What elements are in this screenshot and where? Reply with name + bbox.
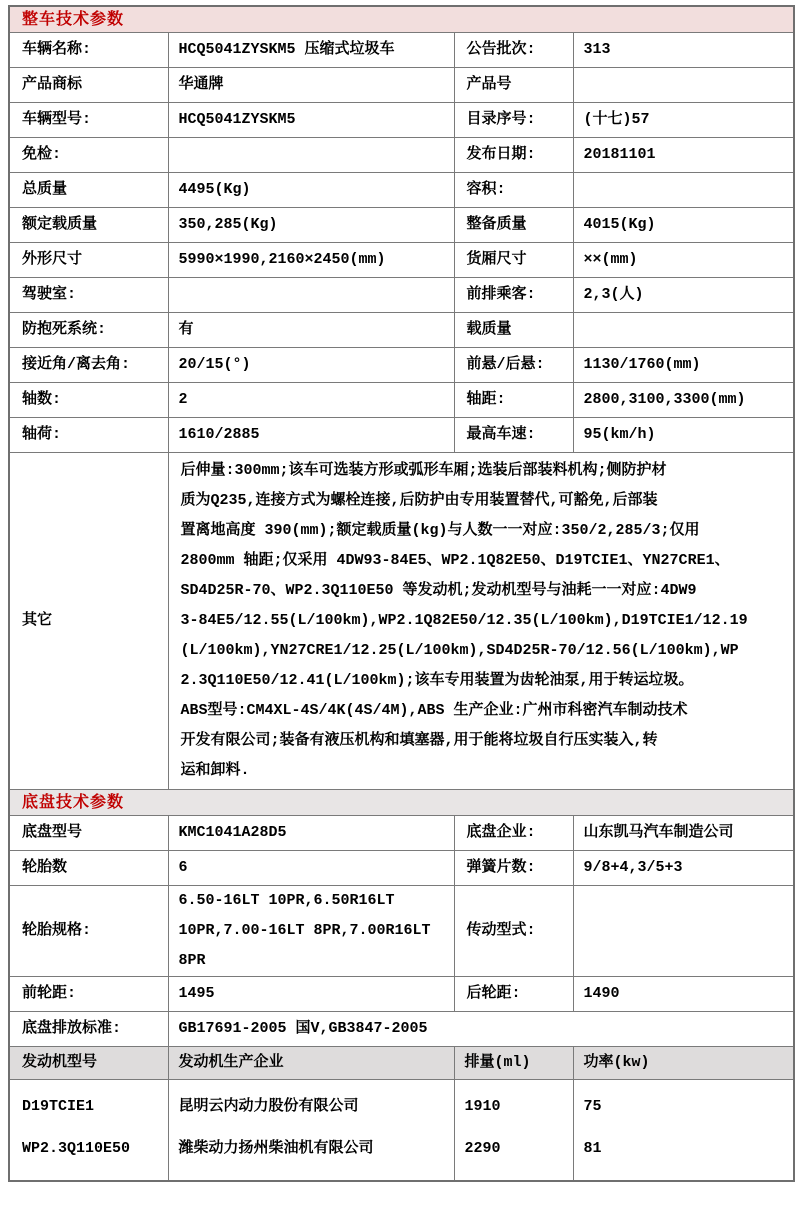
table-row xyxy=(9,103,794,138)
param-label: 产品号 xyxy=(454,68,573,103)
table-row xyxy=(9,886,794,977)
param-value xyxy=(168,278,454,313)
table-row xyxy=(9,418,794,453)
engine-manufacturer: 潍柴动力扬州柴油机有限公司 xyxy=(178,1140,374,1157)
table-row xyxy=(9,138,794,173)
section-header-vehicle: 整车技术参数 xyxy=(9,6,794,33)
param-label: 产品商标 xyxy=(9,68,168,103)
param-label: 轴数: xyxy=(9,383,168,418)
param-value: 1490 xyxy=(573,977,794,1012)
param-value: 4015(Kg) xyxy=(573,208,794,243)
other-label: 其它 xyxy=(9,453,168,790)
param-value: 2 xyxy=(168,383,454,418)
param-value: 6 xyxy=(168,851,454,886)
engine-manufacturer-cell xyxy=(168,1080,454,1182)
param-value: 2800,3100,3300(mm) xyxy=(573,383,794,418)
param-label: 载质量 xyxy=(454,313,573,348)
param-value: 山东凯马汽车制造公司 xyxy=(573,816,794,851)
table-row xyxy=(9,851,794,886)
param-label: 轮胎数 xyxy=(9,851,168,886)
param-value: 5990×1990,2160×2450(mm) xyxy=(168,243,454,278)
param-value xyxy=(573,313,794,348)
param-label: 额定载质量 xyxy=(9,208,168,243)
section-header-chassis-row xyxy=(9,790,794,816)
param-label: 整备质量 xyxy=(454,208,573,243)
param-value: 95(km/h) xyxy=(573,418,794,453)
engine-power: 75 xyxy=(583,1098,602,1115)
other-text-line: 质为Q235,连接方式为螺栓连接,后防护由专用装置替代,可豁免,后部装 xyxy=(180,492,658,509)
engine-col-header: 发动机生产企业 xyxy=(168,1047,454,1080)
param-label: 免检: xyxy=(9,138,168,173)
engine-displacement: 1910 xyxy=(464,1098,501,1115)
other-text-line: 2800mm 轴距;仅采用 4DW93-84E5、WP2.1Q82E50、D19TCIE1、YN27CRE1、 xyxy=(180,552,730,569)
param-value: 20/15(°) xyxy=(168,348,454,383)
table-row xyxy=(9,33,794,68)
param-label: 后轮距: xyxy=(454,977,573,1012)
table-row xyxy=(9,208,794,243)
other-text-line: 置离地高度 390(mm);额定载质量(kg)与人数一一对应:350/2,285/3;仅用 xyxy=(180,522,700,539)
param-label: 驾驶室: xyxy=(9,278,168,313)
param-value: ××(mm) xyxy=(573,243,794,278)
param-value: (十七)57 xyxy=(573,103,794,138)
param-label: 传动型式: xyxy=(454,886,573,977)
table-row xyxy=(9,348,794,383)
param-value: 4495(Kg) xyxy=(168,173,454,208)
other-text-line: 后伸量:300mm;该车可选装方形或弧形车厢;选装后部装料机构;侧防护材 xyxy=(180,462,667,479)
param-label: 目录序号: xyxy=(454,103,573,138)
param-label: 底盘排放标准: xyxy=(9,1012,168,1047)
section-header-chassis: 底盘技术参数 xyxy=(9,790,794,816)
param-label: 车辆型号: xyxy=(9,103,168,138)
engine-model-cell xyxy=(9,1080,168,1182)
param-label: 最高车速: xyxy=(454,418,573,453)
param-label: 容积: xyxy=(454,173,573,208)
section-header-vehicle-row xyxy=(9,6,794,33)
param-label: 底盘企业: xyxy=(454,816,573,851)
param-value: 华通牌 xyxy=(168,68,454,103)
table-row xyxy=(9,278,794,313)
param-label: 总质量 xyxy=(9,173,168,208)
table-row xyxy=(9,243,794,278)
param-value: 350,285(Kg) xyxy=(168,208,454,243)
engine-displacement-cell xyxy=(454,1080,573,1182)
spec-table xyxy=(8,5,795,1182)
engine-power: 81 xyxy=(583,1140,602,1157)
table-row xyxy=(9,816,794,851)
param-value: 1495 xyxy=(168,977,454,1012)
param-label: 底盘型号 xyxy=(9,816,168,851)
other-text-line: 运和卸料. xyxy=(180,762,250,779)
param-label: 弹簧片数: xyxy=(454,851,573,886)
emission-standard-value: GB17691-2005 国V,GB3847-2005 xyxy=(168,1012,794,1047)
other-text-line: 开发有限公司;装备有液压机构和填塞器,用于能将垃圾自行压实装入,转 xyxy=(180,732,658,749)
table-row xyxy=(9,173,794,208)
other-text-line: SD4D25R-70、WP2.3Q110E50 等发动机;发动机型号与油耗一一对应:4DW9 xyxy=(180,582,697,599)
param-value xyxy=(573,68,794,103)
param-label: 接近角/离去角: xyxy=(9,348,168,383)
table-row xyxy=(9,383,794,418)
param-label: 前排乘客: xyxy=(454,278,573,313)
engine-model: WP2.3Q110E50 xyxy=(22,1140,131,1157)
param-value: 313 xyxy=(573,33,794,68)
param-label: 公告批次: xyxy=(454,33,573,68)
param-value xyxy=(168,138,454,173)
engine-col-header: 排量(ml) xyxy=(454,1047,573,1080)
other-text-line: 2.3Q110E50/12.41(L/100km);该车专用装置为齿轮油泵,用于转运垃圾。 xyxy=(180,672,694,689)
param-label: 轴荷: xyxy=(9,418,168,453)
param-value: KMC1041A28D5 xyxy=(168,816,454,851)
param-value: 9/8+4,3/5+3 xyxy=(573,851,794,886)
table-row xyxy=(9,1012,794,1047)
param-label: 发布日期: xyxy=(454,138,573,173)
table-row xyxy=(9,453,794,790)
param-value: 1610/2885 xyxy=(168,418,454,453)
table-row xyxy=(9,68,794,103)
other-text-line: (L/100km),YN27CRE1/12.25(L/100km),SD4D25R-70/12.56(L/100km),WP xyxy=(180,642,739,659)
param-label: 车辆名称: xyxy=(9,33,168,68)
engine-displacement: 2290 xyxy=(464,1140,501,1157)
engine-power-cell xyxy=(573,1080,794,1182)
param-value xyxy=(573,173,794,208)
param-value: HCQ5041ZYSKM5 xyxy=(168,103,454,138)
param-label: 前悬/后悬: xyxy=(454,348,573,383)
engine-col-header: 发动机型号 xyxy=(9,1047,168,1080)
param-label: 货厢尺寸 xyxy=(454,243,573,278)
other-text-line: 3-84E5/12.55(L/100km),WP2.1Q82E50/12.35(L/100km),D19TCIE1/12.19 xyxy=(180,612,748,629)
engine-col-header: 功率(kw) xyxy=(573,1047,794,1080)
table-row xyxy=(9,313,794,348)
table-row xyxy=(9,977,794,1012)
param-label: 轮胎规格: xyxy=(9,886,168,977)
engine-data-row xyxy=(9,1080,794,1182)
param-value: 2,3(人) xyxy=(573,278,794,313)
param-value: HCQ5041ZYSKM5 压缩式垃圾车 xyxy=(168,33,454,68)
param-value: 1130/1760(mm) xyxy=(573,348,794,383)
param-label: 轴距: xyxy=(454,383,573,418)
other-text xyxy=(168,453,794,790)
engine-header-row xyxy=(9,1047,794,1080)
param-value xyxy=(573,886,794,977)
param-value: 6.50-16LT 10PR,6.50R16LT 10PR,7.00-16LT 8PR,7.00R16LT 8PR xyxy=(168,886,454,977)
param-label: 前轮距: xyxy=(9,977,168,1012)
other-text-line: ABS型号:CM4XL-4S/4K(4S/4M),ABS 生产企业:广州市科密汽车制动技术 xyxy=(180,702,688,719)
engine-manufacturer: 昆明云内动力股份有限公司 xyxy=(178,1098,359,1115)
param-label: 外形尺寸 xyxy=(9,243,168,278)
engine-model: D19TCIE1 xyxy=(22,1098,95,1115)
param-value: 20181101 xyxy=(573,138,794,173)
param-value: 有 xyxy=(168,313,454,348)
param-label: 防抱死系统: xyxy=(9,313,168,348)
